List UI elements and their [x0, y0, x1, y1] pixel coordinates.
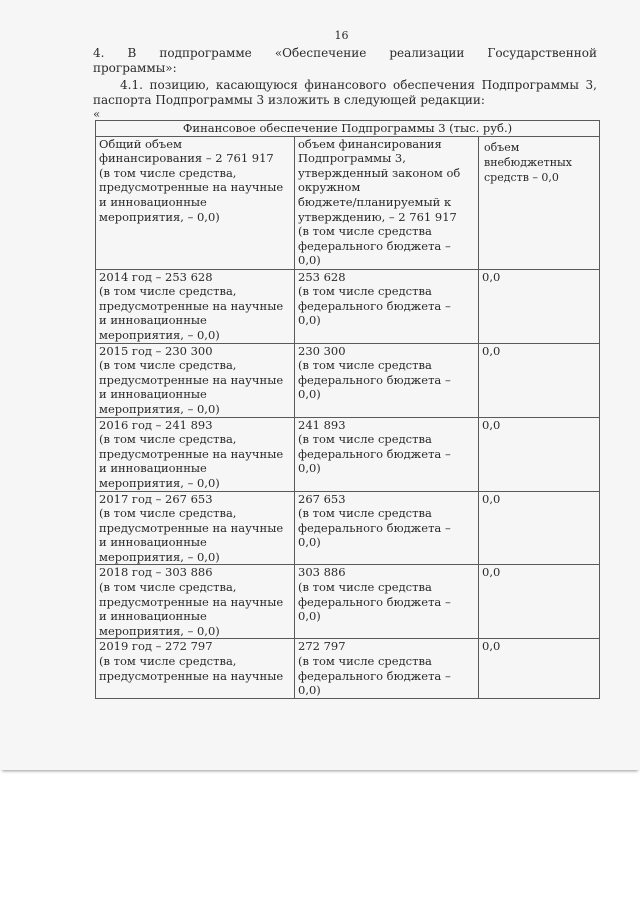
year-total-cell — [96, 491, 295, 565]
item-4-1-line2: паспорта Подпрограммы 3 изложить в следующей редакции: — [93, 93, 485, 107]
table-row — [96, 269, 600, 343]
year-extra-cell — [479, 491, 600, 565]
financing-table — [95, 120, 600, 699]
year-total-text: 2017 год – 267 653 (в том числе средства, предусмотренные на научные и инновационные мероприятия, – 0,0) — [99, 491, 284, 564]
summary-budget-text: объем финансирования Подпрограммы 3, утвержденный законом об окружном бюджете/планируемый к утверждению, – 2 761 917 (в том числе средства федерального бюджета – 0,0) — [298, 136, 461, 268]
summary-total-text: Общий объем финансирования – 2 761 917 (в том числе средства, предусмотренные на научные и инновационные мероприятия, – 0,0) — [99, 136, 284, 224]
year-budget-cell — [295, 417, 479, 491]
year-budget-text: 241 893 (в том числе средства федерального бюджета – 0,0) — [298, 417, 451, 476]
year-total-text: 2016 год – 241 893 (в том числе средства, предусмотренные на научные и инновационные мероприятия, – 0,0) — [99, 417, 284, 490]
year-total-cell — [96, 269, 295, 343]
year-total-text: 2018 год – 303 886 (в том числе средства, предусмотренные на научные и инновационные мероприятия, – 0,0) — [99, 565, 284, 638]
year-extra-cell — [479, 565, 600, 639]
year-total-text: 2015 год – 230 300 (в том числе средства, предусмотренные на научные и инновационные мероприятия, – 0,0) — [99, 343, 284, 416]
summary-budget-cell — [295, 136, 479, 269]
year-budget-cell — [295, 565, 479, 639]
year-budget-text: 267 653 (в том числе средства федерального бюджета – 0,0) — [298, 491, 451, 550]
year-budget-text: 303 886 (в том числе средства федерального бюджета – 0,0) — [298, 565, 451, 624]
year-budget-cell — [295, 491, 479, 565]
year-budget-text: 230 300 (в том числе средства федерального бюджета – 0,0) — [298, 343, 451, 402]
year-budget-text: 253 628 (в том числе средства федерального бюджета – 0,0) — [298, 269, 451, 328]
year-total-cell — [96, 565, 295, 639]
item-4-line2: программы»: — [93, 61, 177, 75]
year-total-text: 2019 год – 272 797 (в том числе средства, предусмотренные на научные — [99, 639, 284, 683]
table-row — [96, 417, 600, 491]
page-number: 16 — [334, 29, 349, 42]
opening-quote: « — [93, 107, 101, 121]
year-budget-cell — [295, 639, 479, 698]
summary-extra-text: объем внебюджетных средств – 0,0 — [484, 140, 573, 184]
table-header: Финансовое обеспечение Подпрограммы 3 (тыс. руб.) — [96, 121, 600, 137]
year-extra-cell — [479, 639, 600, 698]
year-extra-text: 0,0 — [482, 269, 501, 284]
summary-total-cell — [96, 136, 295, 269]
item-4-1-line1: 4.1. позицию, касающуюся финансового обеспечения Подпрограммы 3, — [120, 78, 597, 92]
table-row — [96, 491, 600, 565]
table-row — [96, 343, 600, 417]
year-budget-text: 272 797 (в том числе средства федерального бюджета – 0,0) — [298, 639, 451, 698]
year-total-cell — [96, 417, 295, 491]
year-total-text: 2014 год – 253 628 (в том числе средства, предусмотренные на научные и инновационные мероприятия, – 0,0) — [99, 269, 284, 342]
year-extra-cell — [479, 417, 600, 491]
year-total-cell — [96, 639, 295, 698]
table-row — [96, 639, 600, 698]
table-row — [96, 565, 600, 639]
year-total-cell — [96, 343, 295, 417]
year-extra-text: 0,0 — [482, 417, 501, 432]
year-extra-text: 0,0 — [482, 639, 501, 654]
table-row-summary — [96, 136, 600, 269]
item-4-line1: 4. В подпрограмме «Обеспечение реализации Государственной — [93, 46, 597, 60]
table-header-row — [96, 121, 600, 137]
summary-extra-cell — [479, 136, 600, 269]
year-budget-cell — [295, 269, 479, 343]
year-budget-cell — [295, 343, 479, 417]
year-extra-text: 0,0 — [482, 491, 501, 506]
year-extra-cell — [479, 343, 600, 417]
year-extra-text: 0,0 — [482, 343, 501, 358]
year-extra-text: 0,0 — [482, 565, 501, 580]
year-extra-cell — [479, 269, 600, 343]
